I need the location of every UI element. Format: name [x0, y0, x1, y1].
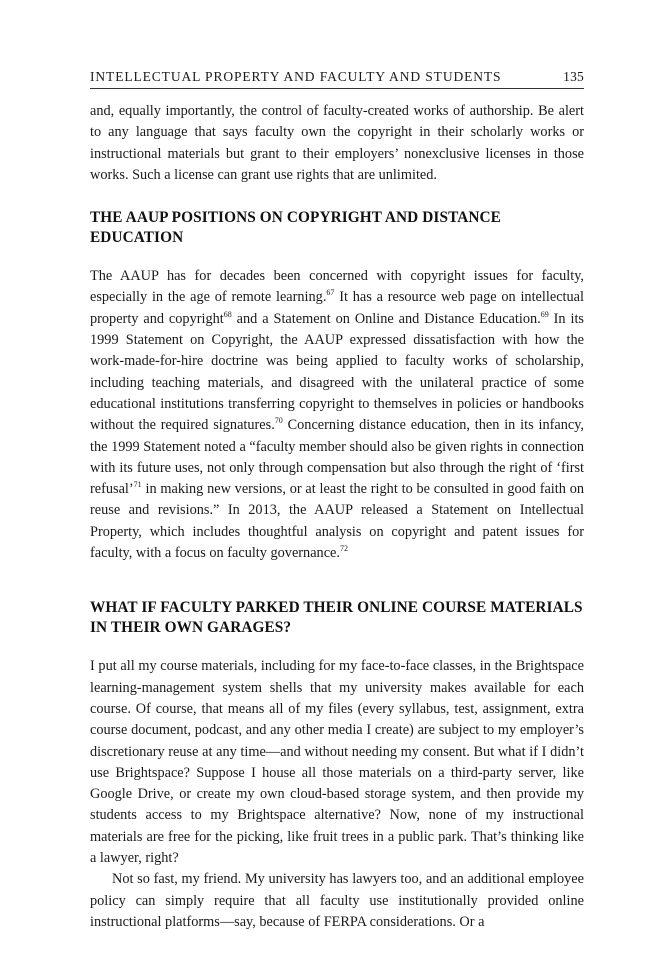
- text-run: in making new versions, or at least the right to be consulted in good faith on reuse and revisions.” In 2013, the AAUP released a Statement on Intellectual Property, which includes thoughtful analysis on copyright and patent issues for faculty, with a focus on faculty governance.: [90, 481, 584, 562]
- text-run: Concerning distance education, then in its infancy, the 1999 Statement noted a “faculty member should also be given rights in connection with its future uses, not only through compensation but also through the right of ‘first refusal’: [90, 417, 584, 498]
- footnote-ref-67: 67: [326, 288, 335, 298]
- text-run: and a Statement on Online and Distance Education.: [231, 310, 541, 327]
- spacer: [90, 638, 584, 656]
- paragraph-continued: and, equally importantly, the control of faculty-created works of authorship. Be alert to any language that says faculty own the copyright in their scholarly works or instructional materials but grant to their employers’ nonexclusive licenses in those works. Such a license can grant use rights that are unlimited.: [90, 103, 584, 183]
- footnote-ref-68: 68: [223, 309, 232, 319]
- paragraph-aaup: [90, 266, 584, 564]
- page-number: 135: [563, 69, 584, 84]
- running-head-title: INTELLECTUAL PROPERTY AND FACULTY AND STUDENTS: [90, 69, 502, 84]
- running-head: [90, 68, 584, 89]
- text-run: It has a resource web page on intellectual property and copyright: [90, 289, 584, 327]
- footnote-ref-70: 70: [274, 416, 283, 426]
- spacer: [90, 248, 584, 266]
- section-heading-faculty-garages: WHAT IF FACULTY PARKED THEIR ONLINE COURSE MATERIALS IN THEIR OWN GARAGES?: [90, 599, 583, 637]
- footnote-ref-72: 72: [339, 544, 348, 554]
- footnote-ref-71: 71: [133, 480, 142, 490]
- paragraph-brightspace: I put all my course materials, including for my face-to-face classes, in the Brightspace learning-management system shells that my university makes available for each course. Of course, that means all of my files (every syllabus, test, assignment, extra course document, podcast, and any other media I create) are subject to my employer’s discretionary reuse at any time—and without needing my consent. But what if I didn’t use Brightspace? Suppose I house all those materials on a third-party server, like Google Drive, or create my own cloud-based storage system, and then provide my students access to my Brightspace alternative? Now, none of my instructional materials are free for the picking, like fruit trees in a public park. That’s thinking like a lawyer, right?: [90, 658, 584, 867]
- section-heading-aaup-positions: THE AAUP POSITIONS ON COPYRIGHT AND DISTANCE EDUCATION: [90, 209, 501, 247]
- text-run: In its 1999 Statement on Copyright, the AAUP expressed dissatisfaction with how the work-made-for-hire doctrine was being applied to faculty works of scholarship, including teaching materials, and disagreed with the unilateral practice of some educational institutions transferring copyright to themselves in policies or handbooks without the required signatures.: [90, 310, 584, 434]
- page-body: [90, 101, 584, 933]
- text-run: The AAUP has for decades been concerned with copyright issues for faculty, especially in the age of remote learning.: [90, 268, 584, 306]
- paragraph-not-so-fast: Not so fast, my friend. My university has lawyers too, and an additional employee policy can simply require that all faculty use institutionally provided online instructional platforms—say, because of FERPA considerations. Or a: [90, 871, 584, 930]
- footnote-ref-69: 69: [540, 309, 549, 319]
